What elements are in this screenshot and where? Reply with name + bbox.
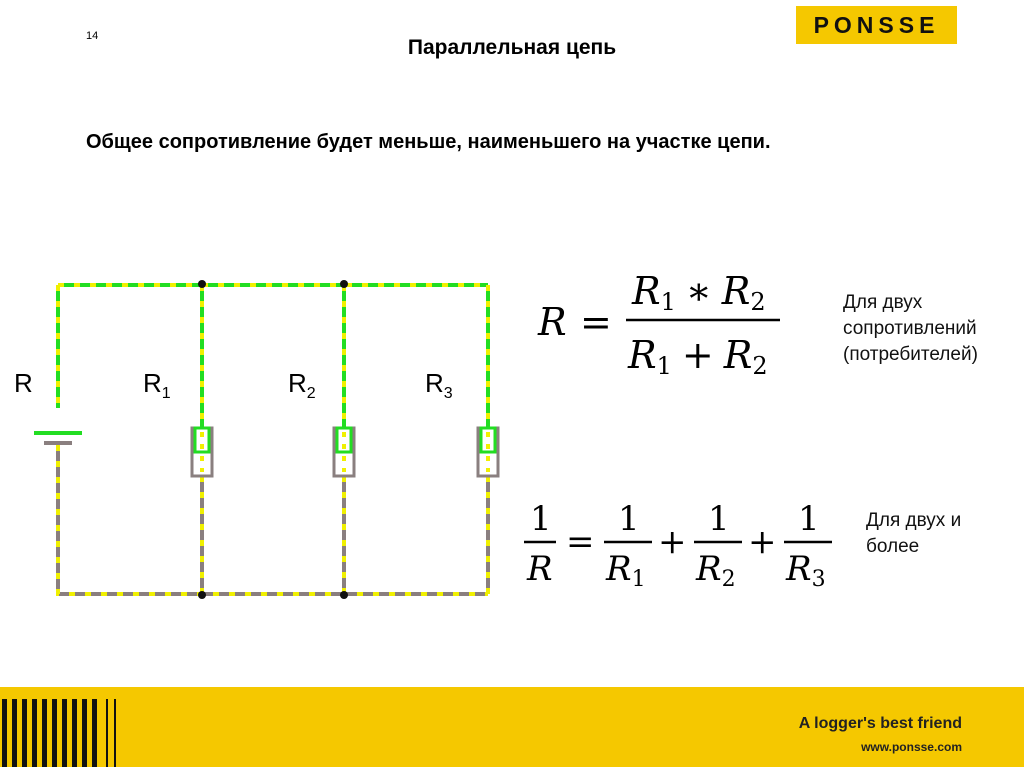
- footer-slogan: A logger's best friend: [798, 715, 962, 732]
- svg-text:1: 1: [798, 499, 820, 539]
- svg-text:R1: R1: [606, 549, 646, 592]
- formula-two-resistors: [537, 269, 780, 380]
- footer-website: www.ponsse.com: [861, 740, 962, 754]
- svg-text:R1+R2: R1 + R2: [628, 333, 768, 380]
- positive-wires: [58, 285, 488, 428]
- resistor-r3: [478, 428, 498, 476]
- bottom-wire: [58, 445, 488, 594]
- junction-dots: [198, 280, 348, 599]
- resistor-r2: [334, 428, 354, 476]
- formula1-lhs: R: [538, 300, 567, 344]
- negative-wires: [58, 445, 488, 594]
- formula-multiple-resistors: [524, 499, 832, 592]
- battery-symbol: [34, 431, 82, 445]
- svg-text:R2: R2: [696, 549, 736, 592]
- svg-text:+: +: [748, 522, 777, 562]
- page-title: Параллельная цепь: [407, 36, 617, 59]
- footer-stripes: [0, 687, 120, 767]
- r2-label: $R_2$: [288, 368, 316, 402]
- svg-text:R: R: [527, 549, 553, 589]
- svg-text:1: 1: [708, 499, 730, 539]
- formula1-note: Для двух сопротивлений (потребителей): [843, 292, 978, 365]
- slide-number: 14: [86, 30, 99, 42]
- r1-label: $R_1$: [143, 368, 171, 402]
- subtitle: Общее сопротивление будет меньше, наименьшего на участке цепи.: [86, 131, 771, 153]
- source-label: R: [14, 368, 33, 398]
- svg-text:+: +: [658, 522, 687, 562]
- svg-text:1: 1: [530, 499, 552, 539]
- svg-text:=: =: [566, 522, 595, 562]
- logo-text: PONSSE: [813, 11, 940, 38]
- formula2-note: Для двух и более: [866, 510, 962, 557]
- svg-text:R3: R3: [786, 549, 826, 592]
- r3-label: $R_3$: [425, 368, 453, 402]
- svg-text:1: 1: [618, 499, 640, 539]
- svg-text:R1∗R2: R1 ∗ R2: [632, 269, 766, 316]
- resistor-r1: [192, 428, 212, 476]
- formula1-eq: =: [580, 300, 612, 344]
